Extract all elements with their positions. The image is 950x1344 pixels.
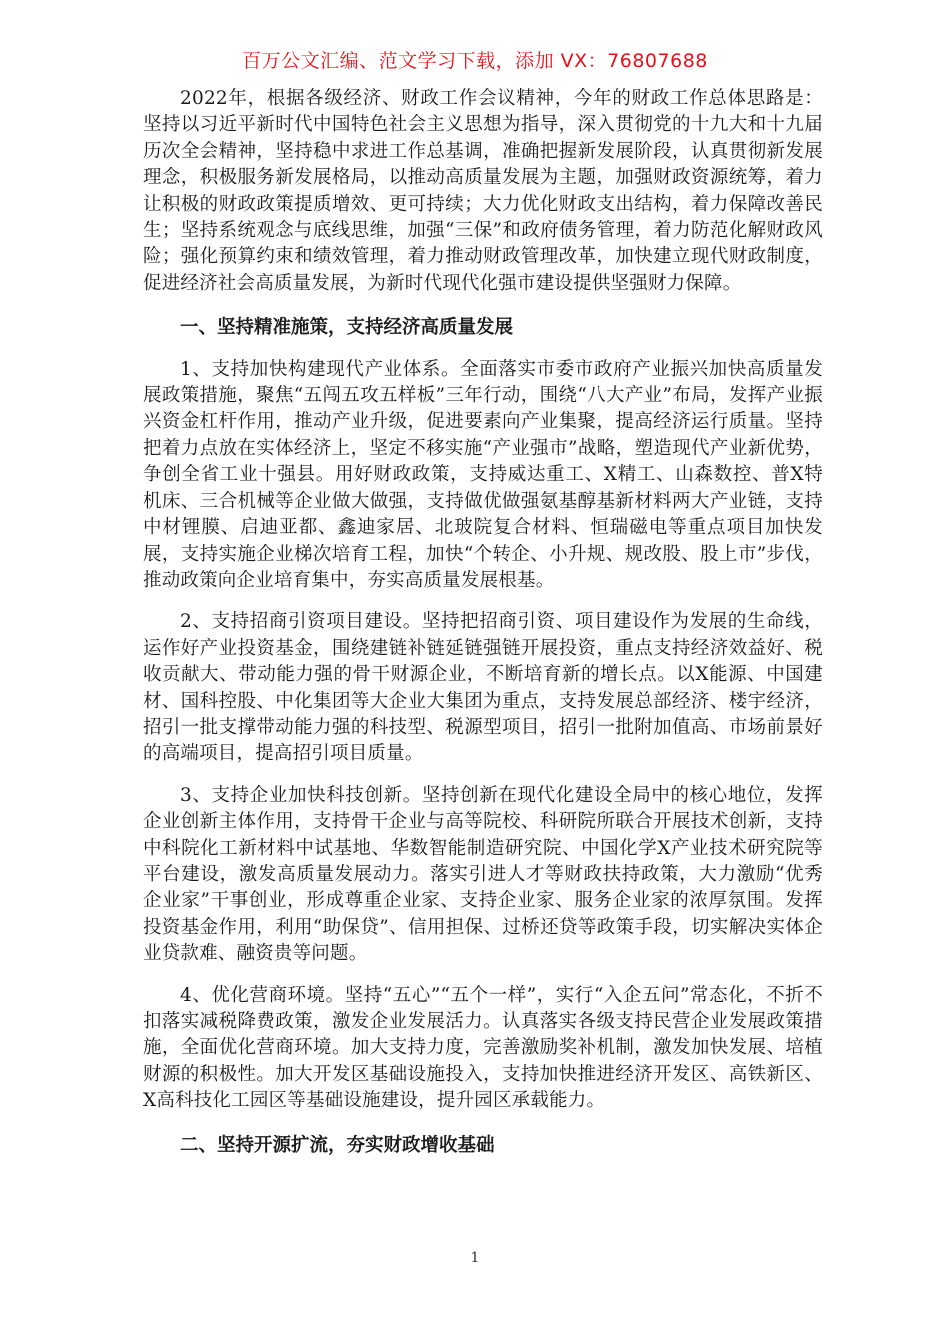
paragraph: 2、支持招商引资项目建设。坚持把招商引资、项目建设作为发展的生命线，运作好产业投资基金，围绕建链补链延链强链开展投资，重点支持经济效益好、税收贡献大、带动能力强的骨干财源企业，不断培育新的增长点。以X能源、中国建材、国科控股、中化集团等大企业大集团为重点，支持发展总部经济、楼宇经济，招引一批支撑带动能力强的科技型、税源型项目，招引一批附加值高、市场前景好的高端项目，提高招引项目质量。 <box>143 611 823 765</box>
paragraph: 3、支持企业加快科技创新。坚持创新在现代化建设全局中的核心地位，发挥企业创新主体作用，支持骨干企业与高等院校、科研院所联合开展技术创新，支持中科院化工新材料中试基地、华数智能制造研究院、中国化学X产业技术研究院等平台建设，激发高质量发展动力。落实引进人才等财政扶持政策，大力激励“优秀企业家”干事创业，形成尊重企业家、支持企业家、服务企业家的浓厚氛围。发挥投资基金作用，利用“助保贷”、信用担保、过桥还贷等政策手段，切实解决实体企业贷款难、融资贵等问题。 <box>143 784 823 965</box>
document-body <box>143 86 823 1159</box>
page-number: 1 <box>470 1250 480 1266</box>
section-heading: 二、坚持开源扩流，夯实财政增收基础 <box>180 1134 495 1156</box>
paragraph: 4、优化营商环境。坚持“五心”“五个一样”，实行“入企五问”常态化，不折不扣落实减税降费政策，激发企业发展活力。认真落实各级支持民营企业发展政策措施，全面优化营商环境。加大支持力度，完善激励奖补机制，激发加快发展、培植财源的积极性。加大开发区基础设施投入，支持加快推进经济开发区、高铁新区、X高科技化工园区等基础设施建设，提升园区承载能力。 <box>143 984 823 1112</box>
paragraph: 2022年，根据各级经济、财政工作会议精神，今年的财政工作总体思路是：坚持以习近平新时代中国特色社会主义思想为指导，深入贯彻党的十九大和十九届历次全会精神，坚持稳中求进工作总基调，准确把握新发展阶段，认真贯彻新发展理念，积极服务新发展格局，以推动高质量发展为主题，加强财政资源统筹，着力让积极的财政政策提质增效、更可持续；大力优化财政支出结构，着力保障改善民生；坚持系统观念与底线思维，加强“三保”和政府债务管理，着力防范化解财政风险；强化预算约束和绩效管理，着力推动财政管理改革，加快建立现代财政制度，促进经济社会高质量发展，为新时代现代化强市建设提供坚强财力保障。 <box>143 88 823 294</box>
section-heading: 一、坚持精准施策，支持经济高质量发展 <box>180 317 514 339</box>
paragraph: 1、支持加快构建现代产业体系。全面落实市委市政府产业振兴加快高质量发展政策措施，聚焦“五闯五攻五样板”三年行动，围绕“八大产业”布局，发挥产业振兴资金杠杆作用，推动产业升级，促进要素向产业集聚，提高经济运行质量。坚持把着力点放在实体经济上，坚定不移实施“产业强市”战略，塑造现代产业新优势，争创全省工业十强县。用好财政政策，支持威达重工、X精工、山森数控、普X特机床、三合机械等企业做大做强，支持做优做强氨基醇基新材料两大产业链，支持中材锂膜、启迪亚都、鑫迪家居、北玻院复合材料、恒瑞磁电等重点项目加快发展，支持实施企业梯次培育工程，加快“个转企、小升规、规改股、股上市”步伐，推动政策向企业培育集中，夯实高质量发展根基。 <box>143 358 823 591</box>
header-watermark: 百万公文汇编、范文学习下载，添加 VX：76807688 <box>242 50 708 72</box>
